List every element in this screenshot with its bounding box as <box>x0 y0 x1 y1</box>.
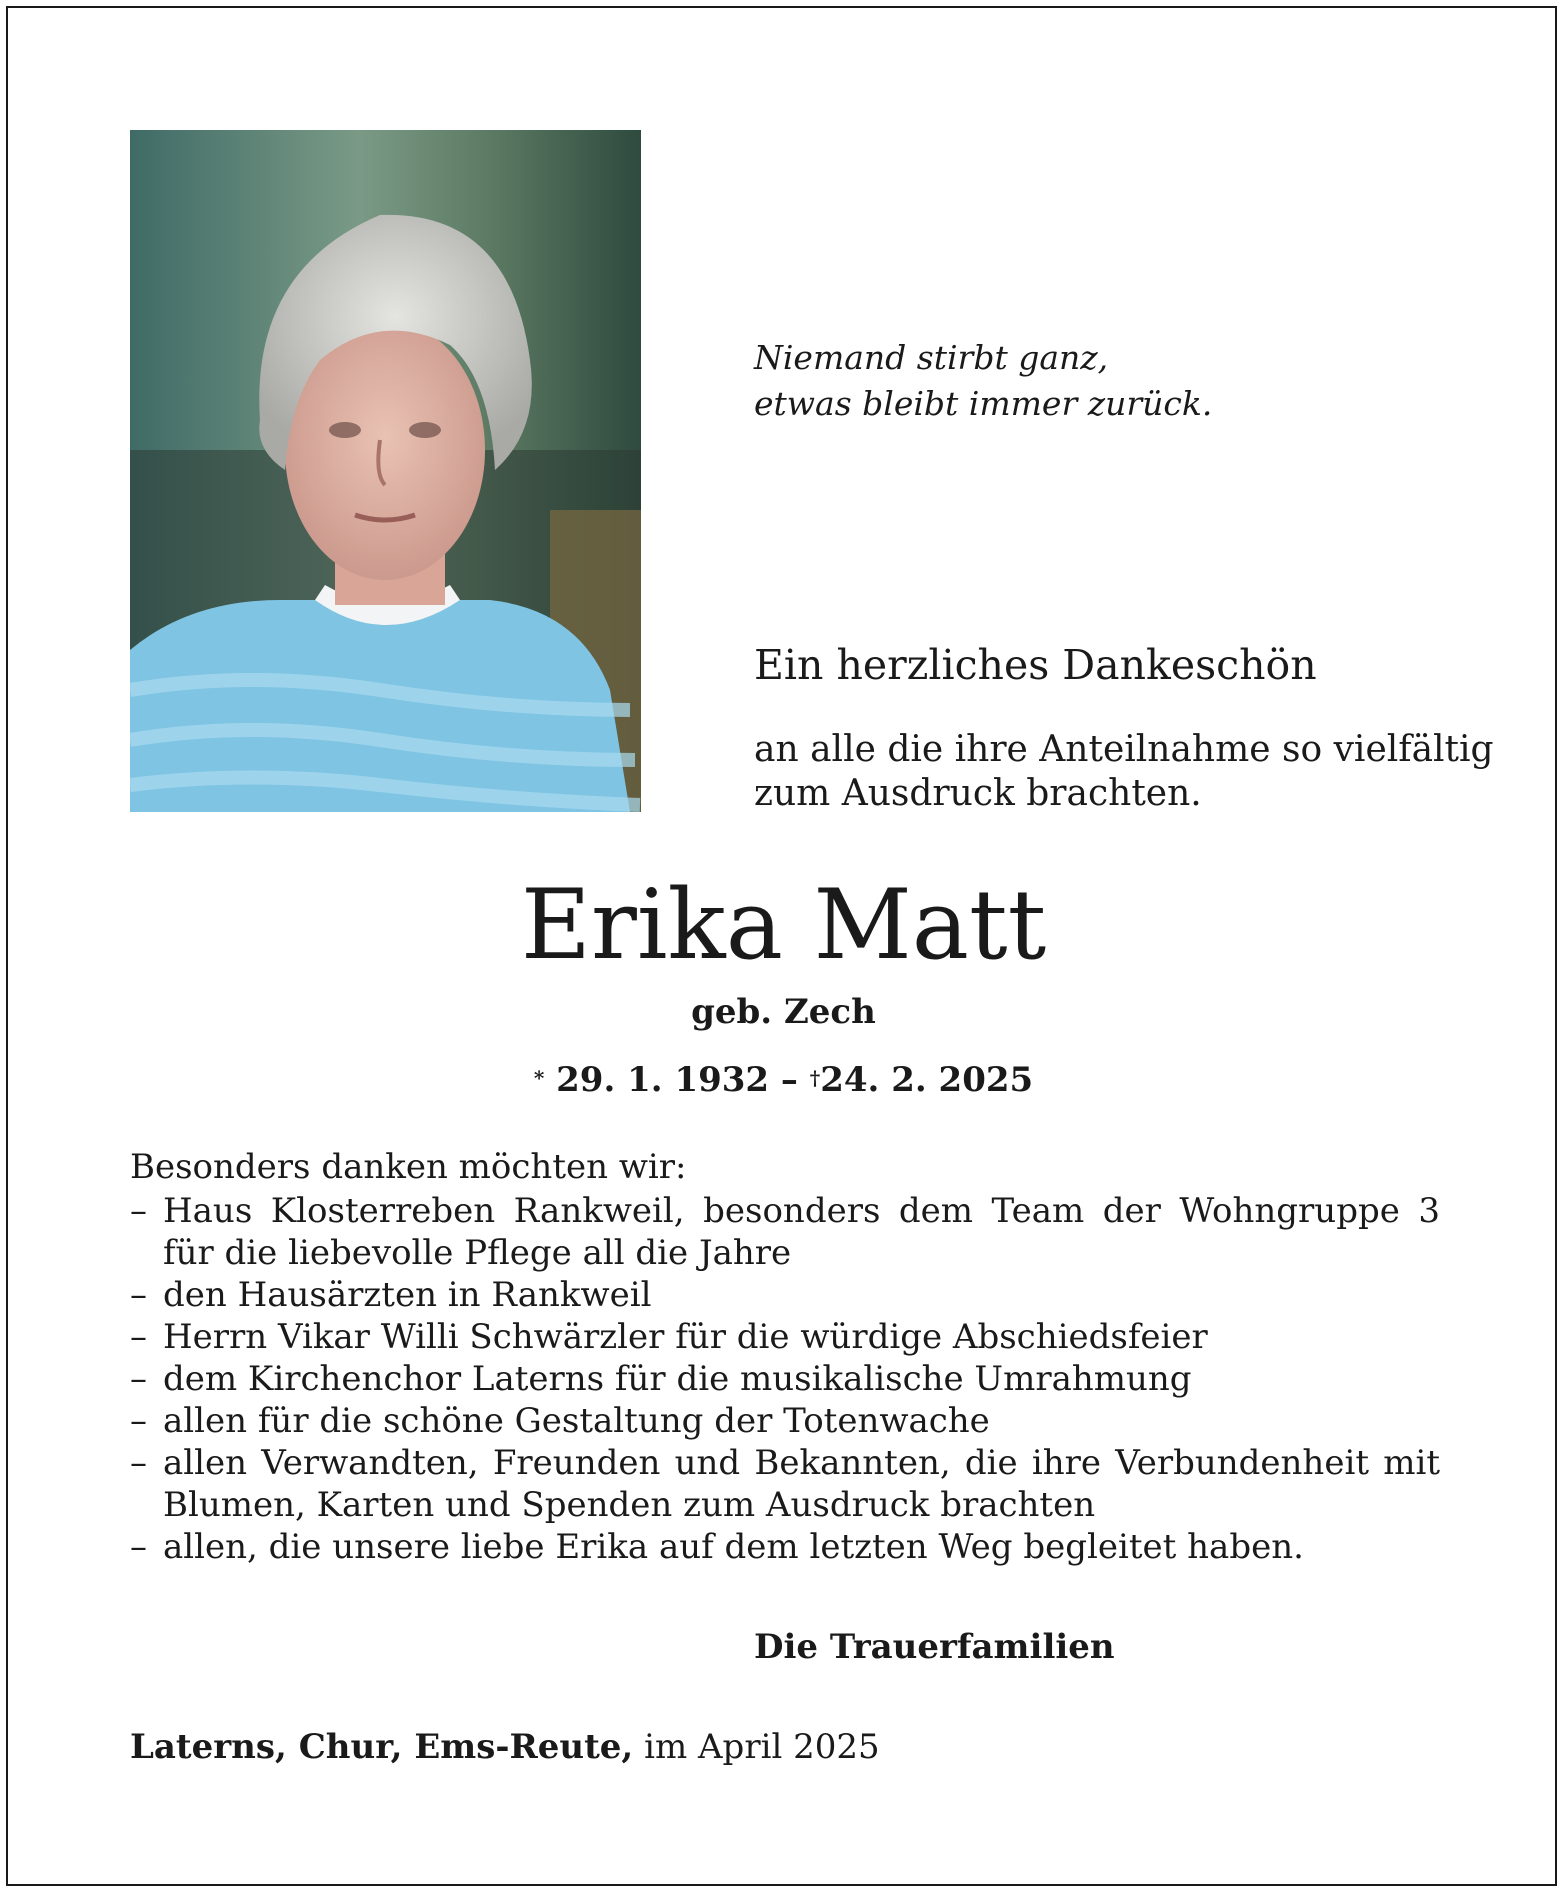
list-item-line-1: allen für die schöne Gestaltung der Totenwache <box>163 1401 990 1441</box>
thanks-text <box>754 728 1494 816</box>
list-item <box>130 1274 1440 1316</box>
list-item <box>130 1400 1440 1442</box>
portrait-image <box>130 130 641 812</box>
list-item-line-1: allen Verwandten, Freunden und Bekannten, die ihre Verbundenheit mit <box>163 1443 1440 1483</box>
list-dash: – <box>130 1527 147 1567</box>
list-item <box>130 1358 1440 1400</box>
list-dash: – <box>130 1359 147 1399</box>
list-dash: – <box>130 1317 147 1357</box>
list-item <box>130 1442 1440 1526</box>
quote-line-1: Niemand stirbt ganz, <box>754 338 1109 377</box>
place-date: im April 2025 <box>644 1727 880 1767</box>
thanks-line-2: zum Ausdruck brachten. <box>754 773 1202 814</box>
list-item <box>130 1316 1440 1358</box>
place-locations: Laterns, Chur, Ems-Reute, <box>130 1727 634 1767</box>
portrait-photo <box>130 130 641 812</box>
list-item-line-1: allen, die unsere liebe Erika auf dem letzten Weg begleitet haben. <box>163 1527 1304 1567</box>
list-item <box>130 1190 1440 1274</box>
date-separator: – <box>780 1060 798 1100</box>
deceased-name: Erika Matt <box>520 869 1047 981</box>
list-dash: – <box>130 1401 147 1441</box>
list-dash: – <box>130 1191 147 1231</box>
life-dates <box>0 1058 1567 1106</box>
quote-line-2: etwas bleibt immer zurück. <box>754 384 1213 423</box>
list-item-line-2: für die liebevolle Pflege all die Jahre <box>163 1233 792 1273</box>
place-and-date <box>130 1725 880 1769</box>
memorial-quote <box>754 335 1212 427</box>
list-item-line-2: Blumen, Karten und Spenden zum Ausdruck brachten <box>163 1485 1096 1525</box>
list-item-line-1: dem Kirchenchor Laterns für die musikalische Umrahmung <box>163 1359 1192 1399</box>
acknowledgements-intro: Besonders danken möchten wir: <box>130 1147 687 1187</box>
birth-symbol: * <box>533 1066 545 1090</box>
list-item-line-1: Haus Klosterreben Rankweil, besonders dem Team der Wohngruppe 3 <box>163 1191 1440 1231</box>
signature: Die Trauerfamilien <box>754 1627 1115 1667</box>
death-symbol: † <box>809 1066 821 1090</box>
birth-date: 29. 1. 1932 <box>556 1060 770 1100</box>
death-date: 24. 2. 2025 <box>820 1060 1034 1100</box>
list-item-line-1: den Hausärzten in Rankweil <box>163 1275 652 1315</box>
thanks-heading: Ein herzliches Dankeschön <box>754 641 1317 689</box>
thanks-line-1: an alle die ihre Anteilnahme so vielfältig <box>754 729 1494 770</box>
list-dash: – <box>130 1443 147 1483</box>
list-item-line-1: Herrn Vikar Willi Schwärzler für die würdige Abschiedsfeier <box>163 1317 1208 1357</box>
acknowledgements-list <box>130 1190 1440 1568</box>
list-item <box>130 1526 1440 1568</box>
maiden-name: geb. Zech <box>691 992 876 1032</box>
list-dash: – <box>130 1275 147 1315</box>
